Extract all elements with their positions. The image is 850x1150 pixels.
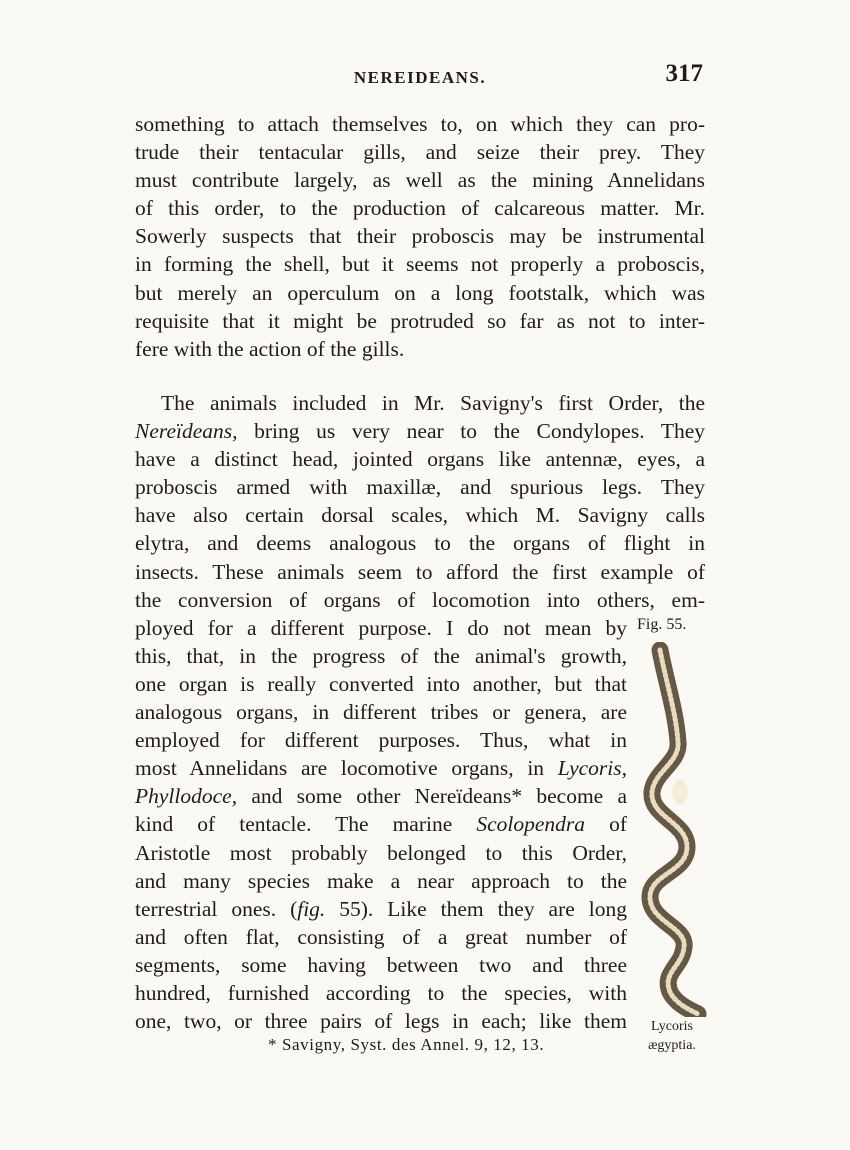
text-run: kind of tentacle. The marine: [135, 812, 477, 837]
text-line: proboscis armed with maxillæ, and spurious legs. They: [135, 475, 705, 500]
text-line: must contribute largely, as well as the mining Annelidans: [135, 168, 705, 193]
text-line: [135, 417, 705, 445]
text-run: bring us very near to the Condylopes. They: [237, 419, 705, 444]
text-line: the conversion of organs of locomotion into others, em-: [135, 587, 705, 612]
text-run: most Annelidans are locomotive organs, in: [135, 756, 558, 781]
text-line: requisite that it might be protruded so far as not to inter-: [135, 308, 705, 333]
text-line: analogous organs, in different tribes or genera, are: [135, 700, 627, 725]
caption-line: ægyptia.: [648, 1038, 696, 1053]
figure-label: Fig. 55.: [637, 616, 687, 633]
text-line: elytra, and deems analogous to the organs of flight in: [135, 531, 705, 556]
text-line: [135, 782, 627, 810]
text-line: trude their tentacular gills, and seize their prey. They: [135, 140, 705, 165]
text-run: and some other Nereïdeans* become a: [237, 784, 627, 809]
italic-term: fig.: [297, 896, 326, 921]
text-line: something to attach themselves to, on which they can pro-: [135, 112, 705, 136]
caption-line: Lycoris: [651, 1019, 693, 1034]
text-line: Sowerly suspects that their proboscis may be instrumental: [135, 224, 705, 249]
italic-term: Nereïdeans,: [135, 419, 238, 444]
italic-term: Scolopendra: [476, 812, 586, 837]
figure-55: [632, 612, 712, 1062]
text-run: of: [585, 812, 627, 837]
text-line: one organ is really converted into another, but that: [135, 671, 627, 696]
text-line: segments, some having between two and three: [135, 952, 627, 977]
running-title: NEREIDEANS.: [353, 68, 487, 87]
text-line: have a distinct head, jointed organs like antennæ, eyes, a: [135, 447, 705, 472]
footnote: * Savigny, Syst. des Annel. 9, 12, 13.: [268, 1035, 545, 1054]
text-line: and often flat, consisting of a great number of: [135, 924, 627, 949]
text-line: employed for different purposes. Thus, what in: [135, 728, 627, 753]
text-line: [135, 754, 627, 782]
text-line: ployed for a different purpose. I do not mean by: [135, 615, 627, 640]
text-line: hundred, furnished according to the species, with: [135, 980, 627, 1005]
text-line: this, that, in the progress of the animal's growth,: [135, 643, 627, 668]
text-run: terrestrial ones. (: [135, 896, 298, 921]
paragraph-2: [135, 389, 705, 1035]
text-line: The animals included in Mr. Savigny's first Order, the: [161, 391, 705, 415]
text-run: 55). Like them they are long: [325, 896, 627, 921]
text-line: but merely an operculum on a long footstalk, which was: [135, 280, 705, 305]
text-line: fere with the action of the gills.: [135, 336, 405, 361]
text-line: have also certain dorsal scales, which M. Savigny calls: [135, 503, 705, 528]
lycoris-worm-illustration: [632, 642, 712, 1017]
figure-caption: [632, 1017, 712, 1055]
text-line: in forming the shell, but it seems not properly a proboscis,: [135, 252, 705, 277]
running-head: [135, 60, 705, 94]
page-number: 317: [665, 60, 703, 87]
text-line: Aristotle most probably belonged to this Order,: [135, 840, 627, 865]
text-line: [135, 810, 627, 838]
text-line: one, two, or three pairs of legs in each; like them: [135, 1009, 627, 1034]
text-line: insects. These animals seem to afford the first example of: [135, 559, 705, 584]
paragraph-1: [135, 110, 705, 363]
italic-term: Phyllodoce,: [135, 784, 238, 809]
text-line: of this order, to the production of calcareous matter. Mr.: [135, 196, 705, 221]
text-line: [135, 895, 627, 923]
italic-term: Lycoris,: [557, 756, 627, 781]
text-line: and many species make a near approach to the: [135, 868, 627, 893]
worm-highlight: [672, 780, 688, 804]
